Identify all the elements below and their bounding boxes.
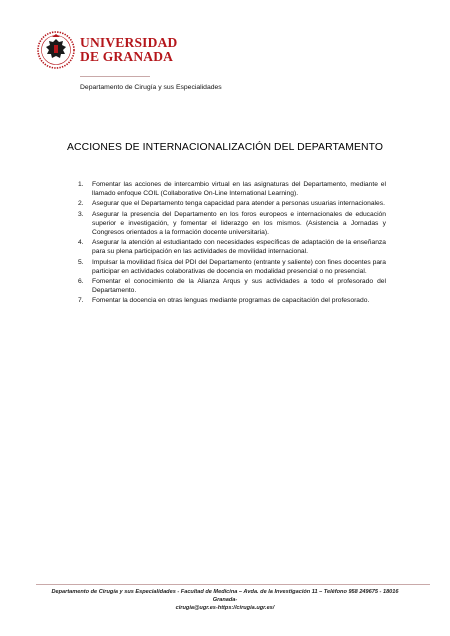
list-item xyxy=(78,238,386,256)
list-item-text: Asegurar la presencia del Departamento en los foros europeos e internacionales de educación superior e investigación, y fomentar el liderazgo en los mismos. (Asistencia a Jornadas y Congresos orientados a la formación docente universitaria). xyxy=(92,210,386,236)
list-item-text: Fomentar las acciones de intercambio virtual en las asignaturas del Departamento, mediante el llamado enfoque COIL (Collaborative On-Line International Learning). xyxy=(92,181,386,197)
university-name-line2: DE GRANADA xyxy=(80,49,174,64)
actions-list xyxy=(78,180,386,307)
list-item-text: Asegurar la atención al estudiantado con necesidades específicas de adaptación de la enseñanza para su plena participación en las actividades de movilidad internacional. xyxy=(92,239,386,256)
list-item-text: Impulsar la movilidad física del PDI del Departamento (entrante y saliente) con fines docentes para participar en actividades colaborativas de docencia en modalidad presencial o no presencial. xyxy=(92,258,386,275)
list-item xyxy=(78,277,386,295)
footer-contact: cirugia@ugr.es-https://cirugia.ugr.es/ xyxy=(175,605,275,611)
list-item-number: 3. xyxy=(78,210,84,218)
document-title: ACCIONES DE INTERNACIONALIZACIÓN DEL DEPARTAMENTO xyxy=(66,142,384,153)
list-item-number: 5. xyxy=(78,258,84,266)
university-name-line1: UNIVERSIDAD xyxy=(80,35,178,50)
list-item xyxy=(78,296,386,305)
university-seal-icon xyxy=(36,30,76,70)
list-item-number: 1. xyxy=(78,181,84,188)
list-item-number: 4. xyxy=(78,239,84,247)
university-header xyxy=(36,30,236,74)
department-name: Departamento de Cirugía y sus Especialidades xyxy=(80,84,222,91)
list-item xyxy=(78,180,386,198)
page-footer xyxy=(40,588,410,612)
list-item-number: 2. xyxy=(78,200,84,208)
footer-divider xyxy=(36,584,430,585)
list-item-number: 6. xyxy=(78,277,84,285)
list-item-number: 7. xyxy=(78,297,84,305)
list-item-text: Asegurar que el Departamento tenga capacidad para atender a personas usuarias internacionales. xyxy=(92,200,385,208)
list-item xyxy=(78,210,386,237)
list-item-text: Fomentar la docencia en otras lenguas mediante programas de capacitación del profesorado. xyxy=(92,297,370,305)
header-divider xyxy=(80,76,150,77)
university-name xyxy=(80,36,177,64)
footer-address: Departamento de Cirugía y sus Especialidades - Facultad de Medicina – Avda. de la Investigación 11 – Teléfono 958 249675 - 18016 Granada- xyxy=(51,589,399,603)
list-item xyxy=(78,199,386,208)
list-item xyxy=(78,258,386,276)
list-item-text: Fomentar el conocimiento de la Alianza Arqus y sus actividades a todo el profesorado del Departamento. xyxy=(92,277,386,294)
